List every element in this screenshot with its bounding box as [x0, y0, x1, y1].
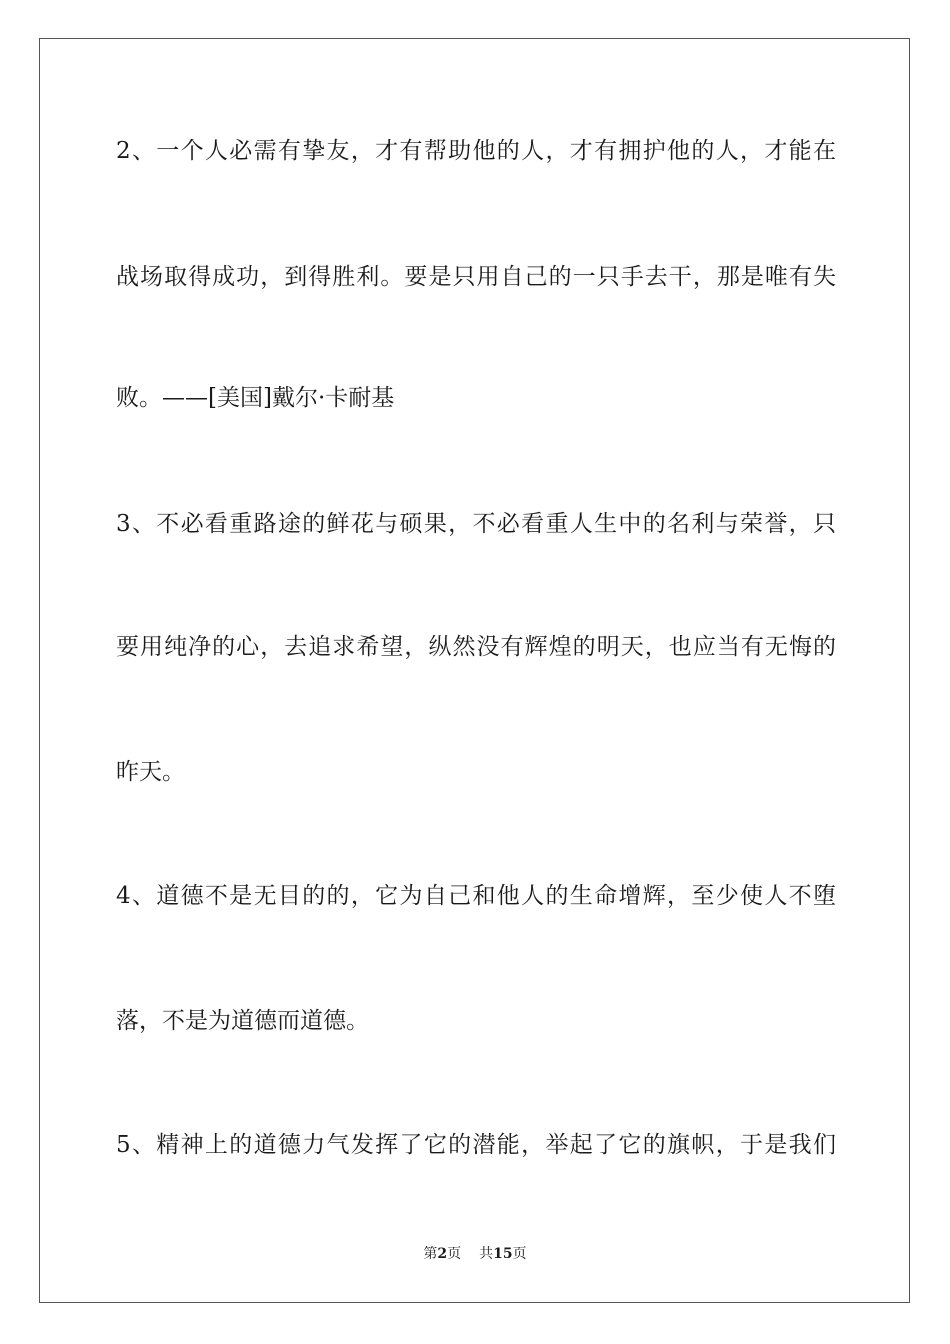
- text-line-3: 败。——[美国]戴尔·卡耐基: [116, 385, 395, 411]
- page-frame: [39, 38, 910, 1303]
- text-line-8: 落，不是为道德而道德。: [116, 1008, 369, 1034]
- footer-page-prefix: 第: [423, 1246, 438, 1262]
- footer-total-number: 15: [493, 1246, 513, 1262]
- footer-page-suffix: 页: [447, 1246, 462, 1262]
- footer-total-prefix: 共: [479, 1246, 494, 1262]
- text-line-9: 5、精神上的道德力气发挥了它的潜能，举起了它的旗帜，于是我们: [116, 1132, 836, 1158]
- text-line-5: 要用纯净的心，去追求希望，纵然没有辉煌的明天，也应当有无悔的: [116, 634, 836, 660]
- text-line-4: 3、不必看重路途的鲜花与硕果，不必看重人生中的名利与荣誉，只: [116, 511, 836, 537]
- text-line-2: 战场取得成功，到得胜利。要是只用自己的一只手去干，那是唯有失: [116, 264, 836, 290]
- page-footer: [0, 1244, 950, 1264]
- text-line-1: 2、一个人必需有挚友，才有帮助他的人，才有拥护他的人，才能在: [116, 138, 836, 164]
- footer-total-suffix: 页: [512, 1246, 527, 1262]
- text-line-6: 昨天。: [116, 759, 185, 785]
- text-line-7: 4、道德不是无目的的，它为自己和他人的生命增辉，至少使人不堕: [116, 883, 836, 909]
- footer-page-number: 2: [437, 1246, 448, 1262]
